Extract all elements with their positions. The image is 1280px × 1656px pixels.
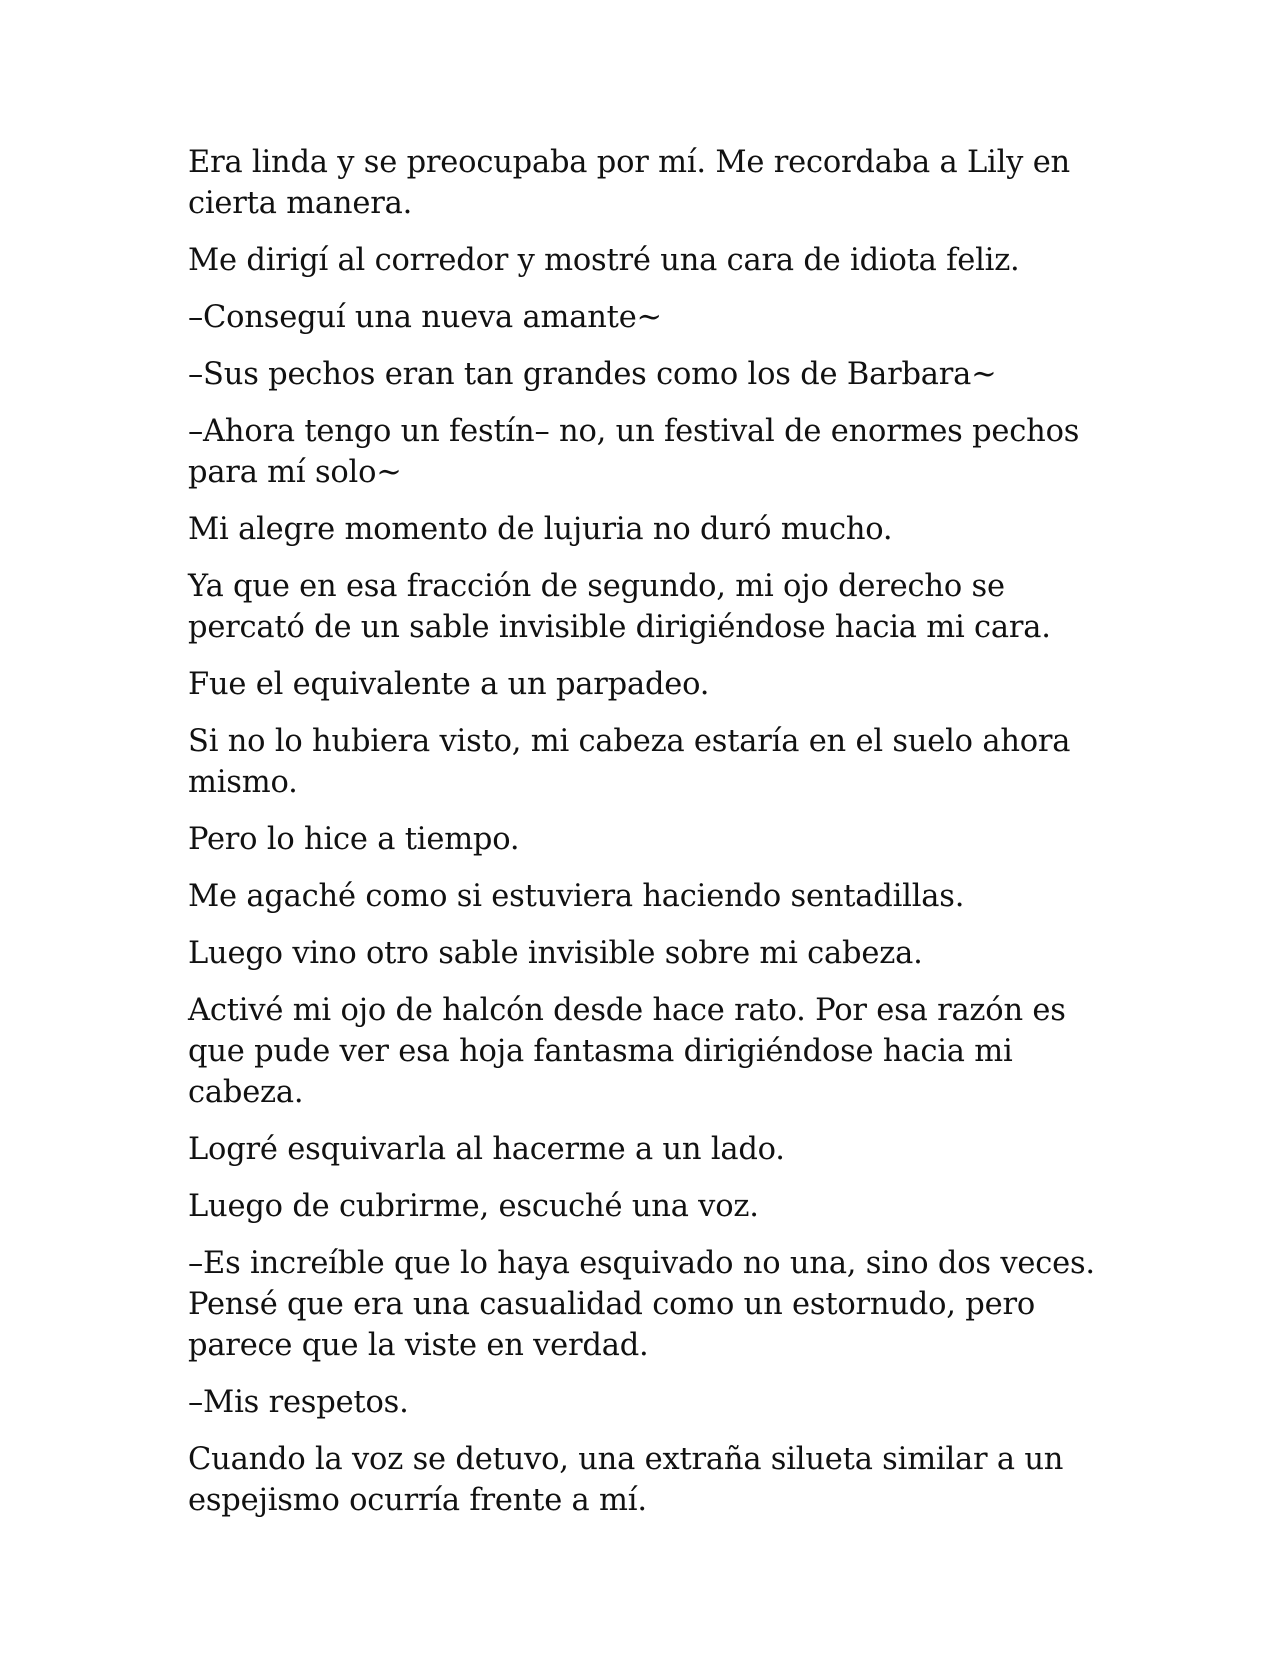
paragraph: Me dirigí al corredor y mostré una cara de idiota feliz. <box>188 243 1020 278</box>
paragraph: Me agaché como si estuviera haciendo sentadillas. <box>188 879 965 914</box>
paragraph: Era linda y se preocupaba por mí. Me recordaba a Lily en cierta manera. <box>188 145 1070 221</box>
paragraph: –Conseguí una nueva amante~ <box>188 300 662 335</box>
paragraph: Fue el equivalente a un parpadeo. <box>188 667 710 702</box>
paragraph: Logré esquivarla al hacerme a un lado. <box>188 1132 785 1167</box>
paragraph: Si no lo hubiera visto, mi cabeza estaría en el suelo ahora mismo. <box>188 724 1071 800</box>
paragraph: Activé mi ojo de halcón desde hace rato. Por esa razón es que pude ver esa hoja fantasma dirigiéndose hacia mi cabeza. <box>188 993 1066 1110</box>
paragraph: Luego de cubrirme, escuché una voz. <box>188 1189 759 1224</box>
paragraph: Cuando la voz se detuvo, una extraña silueta similar a un espejismo ocurría frente a mí. <box>188 1442 1064 1518</box>
paragraph: –Mis respetos. <box>188 1385 409 1420</box>
paragraph: –Ahora tengo un festín– no, un festival de enormes pechos para mí solo~ <box>188 414 1080 490</box>
paragraph: Mi alegre momento de lujuria no duró mucho. <box>188 512 893 547</box>
paragraph: Pero lo hice a tiempo. <box>188 822 520 857</box>
paragraph: Luego vino otro sable invisible sobre mi cabeza. <box>188 936 923 971</box>
paragraph: Ya que en esa fracción de segundo, mi ojo derecho se percató de un sable invisible dirigiéndose hacia mi cara. <box>188 569 1051 645</box>
body-text <box>188 142 1108 1537</box>
paragraph: –Es increíble que lo haya esquivado no una, sino dos veces. Pensé que era una casualidad como un estornudo, pero parece que la viste en verdad. <box>188 1246 1095 1363</box>
paragraph: –Sus pechos eran tan grandes como los de Barbara~ <box>188 357 997 392</box>
